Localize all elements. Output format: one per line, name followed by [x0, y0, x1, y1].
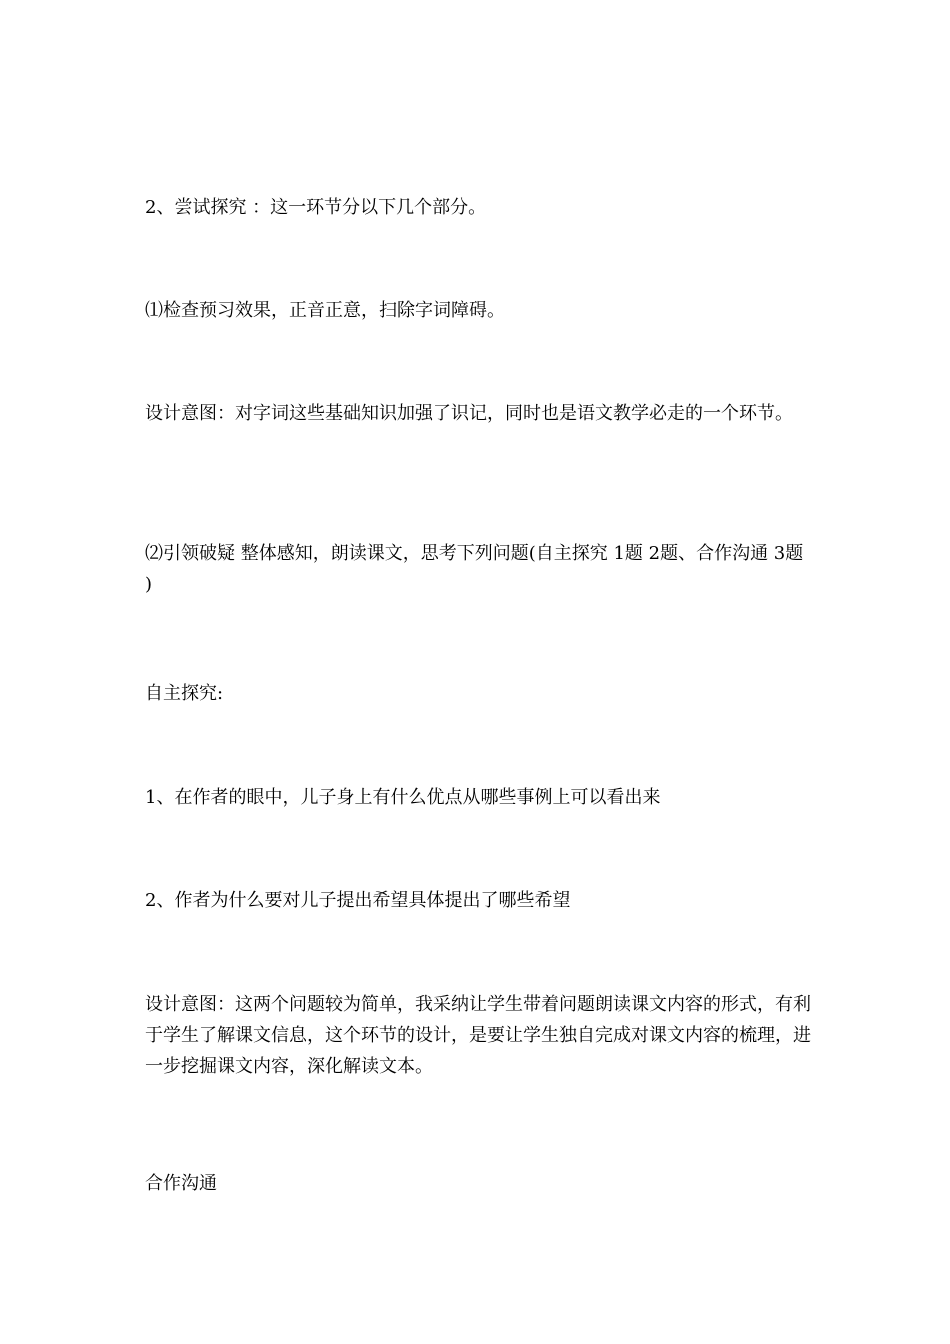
paragraph-cooperation-heading: 合作沟通 [145, 1173, 217, 1194]
paragraph-check-preview: ⑴检查预习效果，正音正意，扫除字词障碍。 [145, 300, 505, 321]
paragraph-step-2-heading: 2、尝试探究 ：这一环节分以下几个部分。 [145, 197, 487, 218]
paragraph-design-intent-2: 设计意图：这两个问题较为简单，我采纳让学生带着问题朗读课文内容的形式，有利于学生了解课文信息，这个环节的设计，是要让学生独自完成对课文内容的梳理，进一步挖掘课文内容，深化解读文本。 [145, 994, 811, 1077]
paragraph-question-2: 2、作者为什么要对儿子提出希望具体提出了哪些希望 [145, 890, 571, 911]
paragraph-guided-questions: ⑵引领破疑 整体感知，朗读课文，思考下列问题(自主探究 1题 2题、合作沟通 3题 ) [145, 543, 804, 595]
paragraph-design-intent-1: 设计意图：对字词这些基础知识加强了识记，同时也是语文教学必走的一个环节。 [145, 403, 793, 424]
paragraph-question-1: 1、在作者的眼中，儿子身上有什么优点从哪些事例上可以看出来 [145, 787, 661, 808]
paragraph-self-exploration-heading: 自主探究: [145, 683, 224, 704]
